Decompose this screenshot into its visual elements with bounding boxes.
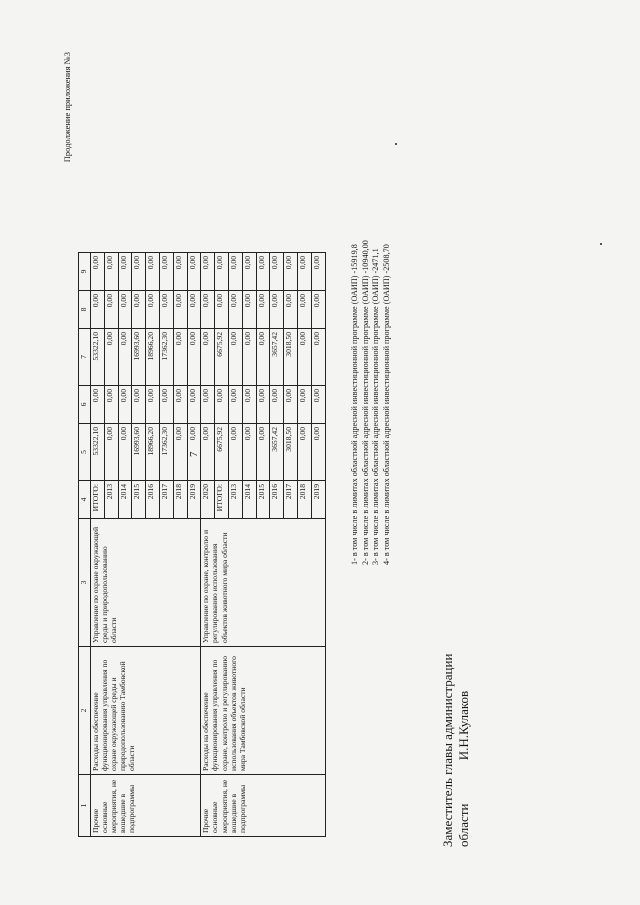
cell: 0,00 <box>228 386 242 424</box>
cell: 0,00 <box>146 291 160 329</box>
cell: 0,00 <box>132 291 146 329</box>
cell: 0,00 <box>118 291 132 329</box>
row-label: 2017 <box>159 481 173 519</box>
cell: 0,00 <box>118 329 132 386</box>
cell: 0,00 <box>256 253 270 291</box>
header-cell: 9 <box>79 253 91 291</box>
row-label: 2016 <box>146 481 160 519</box>
signatory-name: И.Н.Кулаков <box>456 690 471 761</box>
header-cell: 6 <box>79 386 91 424</box>
footnotes <box>350 240 392 565</box>
signature-title: Заместитель главы администрации <box>440 653 455 847</box>
cell: 53322,10 <box>91 424 105 481</box>
group-1-col2: Расходы на обеспечение функционирования управления по охране окружающей среды и природопользованию Тамбовской области <box>91 647 201 775</box>
cell: 0,00 <box>104 424 118 481</box>
cell: 6675,92 <box>215 329 229 386</box>
cell: 0,00 <box>311 291 325 329</box>
cell: 0,00 <box>297 291 311 329</box>
cell: 0,00 <box>242 253 256 291</box>
group-1-col1: Прочие основные мероприятия, не вошедшие в подпрограммы <box>91 775 201 837</box>
group-2-col3: Управление по охране, контролю и регулированию использования объектов животного мира области <box>201 519 325 647</box>
row-label: 2016 <box>270 481 284 519</box>
cell: 0,00 <box>242 424 256 481</box>
page-number: 7 <box>188 451 200 457</box>
cell: 0,00 <box>187 386 201 424</box>
cell: 0,00 <box>201 291 215 329</box>
cell: 0,00 <box>173 424 187 481</box>
cell: 0,00 <box>104 329 118 386</box>
table-row <box>91 253 105 837</box>
cell: 0,00 <box>311 329 325 386</box>
cell: 0,00 <box>256 291 270 329</box>
cell: 0,00 <box>187 253 201 291</box>
cell: 16993,60 <box>132 329 146 386</box>
cell: 18966,20 <box>146 424 160 481</box>
cell: 0,00 <box>311 424 325 481</box>
group-2-col2: Расходы на обеспечение функционирования управления по охране, контролю и регулированию использования объектов животного мира Тамбовской области <box>201 647 325 775</box>
cell: 0,00 <box>173 291 187 329</box>
cell: 0,00 <box>159 253 173 291</box>
cell: 0,00 <box>284 291 298 329</box>
cell: 0,00 <box>270 386 284 424</box>
header-cell: 3 <box>79 519 91 647</box>
row-label: 2014 <box>242 481 256 519</box>
cell: 0,00 <box>201 329 215 386</box>
cell: 0,00 <box>215 386 229 424</box>
cell: 3657,42 <box>270 424 284 481</box>
cell: 0,00 <box>146 253 160 291</box>
row-label: 2015 <box>132 481 146 519</box>
cell: 0,00 <box>132 253 146 291</box>
cell: 3018,50 <box>284 329 298 386</box>
cell: 0,00 <box>104 253 118 291</box>
cell: 3657,42 <box>270 329 284 386</box>
cell: 3018,50 <box>284 424 298 481</box>
cell: 0,00 <box>159 386 173 424</box>
row-label: 2018 <box>173 481 187 519</box>
cell: 0,00 <box>173 386 187 424</box>
cell: 0,00 <box>256 329 270 386</box>
signature-title-cont: области <box>456 803 471 847</box>
cell: 17362,30 <box>159 329 173 386</box>
group-1-col3: Управление по охране окружающей среды и природопользованию области <box>91 519 201 647</box>
header-cell: 8 <box>79 291 91 329</box>
row-label: 2014 <box>118 481 132 519</box>
continuation-note: Продолжение приложения №3 <box>62 52 72 163</box>
cell: 16993,60 <box>132 424 146 481</box>
cell: 0,00 <box>91 291 105 329</box>
row-label: 2013 <box>104 481 118 519</box>
cell: 0,00 <box>228 253 242 291</box>
cell: 0,00 <box>284 253 298 291</box>
footnote: 3- в том числе в лимитах областной адресной инвестиционной программе (ОАИП) -2471,1 <box>371 248 381 565</box>
cell: 0,00 <box>187 291 201 329</box>
cell: 0,00 <box>297 386 311 424</box>
cell: 0,00 <box>228 329 242 386</box>
cell: 0,00 <box>256 424 270 481</box>
cell: 0,00 <box>187 329 201 386</box>
cell: 0,00 <box>201 386 215 424</box>
cell: 0,00 <box>297 329 311 386</box>
cell: 0,00 <box>242 386 256 424</box>
row-label: 2019 <box>187 481 201 519</box>
cell: 0,00 <box>201 424 215 481</box>
cell: 0,00 <box>159 291 173 329</box>
cell: 0,00 <box>311 386 325 424</box>
header-cell: 4 <box>79 481 91 519</box>
cell: 17362,30 <box>159 424 173 481</box>
footnote: 2- в том числе в лимитах областной адресной инвестиционной программе (ОАИП) -10940,00 <box>360 240 370 565</box>
cell: 0,00 <box>242 291 256 329</box>
cell: 0,00 <box>104 291 118 329</box>
cell: 0,00 <box>173 329 187 386</box>
cell: 0,00 <box>228 424 242 481</box>
footnote: 4- в том числе в лимитах областной адресной инвестиционной программе (ОАИП) -2508,70 <box>381 244 391 565</box>
cell: 0,00 <box>146 386 160 424</box>
row-label: 2018 <box>297 481 311 519</box>
signature-block <box>440 654 472 847</box>
cell: 0,00 <box>173 253 187 291</box>
cell: 0,00 <box>215 253 229 291</box>
cell: 0,00 <box>187 424 201 481</box>
table-row <box>201 253 215 837</box>
cell: 0,00 <box>284 386 298 424</box>
cell: 6675,92 <box>215 424 229 481</box>
header-cell: 2 <box>79 647 91 775</box>
cell: 0,00 <box>118 424 132 481</box>
header-cell: 7 <box>79 329 91 386</box>
footnote: 1- в том числе в лимитах областной адресной инвестиционной программе (ОАИП) -15919,8 <box>350 244 359 565</box>
row-label: ИТОГО: <box>215 481 229 519</box>
row-label: 2020 <box>201 481 215 519</box>
cell: 0,00 <box>118 253 132 291</box>
table-header-row <box>79 253 91 837</box>
cell: 0,00 <box>91 386 105 424</box>
row-label: 2019 <box>311 481 325 519</box>
cell: 0,00 <box>201 253 215 291</box>
group-2-col1: Прочие основные мероприятия, не вошедшие в подпрограммы <box>201 775 325 837</box>
cell: 0,00 <box>297 253 311 291</box>
header-cell: 5 <box>79 424 91 481</box>
row-label: 2015 <box>256 481 270 519</box>
cell: 0,00 <box>132 386 146 424</box>
cell: 0,00 <box>91 253 105 291</box>
cell: 0,00 <box>215 291 229 329</box>
cell: 0,00 <box>297 424 311 481</box>
cell: 0,00 <box>228 291 242 329</box>
cell: 0,00 <box>311 253 325 291</box>
cell: 0,00 <box>256 386 270 424</box>
cell: 0,00 <box>104 386 118 424</box>
scan-speck <box>395 143 397 145</box>
cell: 53322,10 <box>91 329 105 386</box>
row-label: 2017 <box>284 481 298 519</box>
row-label: 2013 <box>228 481 242 519</box>
header-cell: 1 <box>79 775 91 837</box>
budget-table <box>78 252 326 837</box>
scan-speck <box>600 243 602 245</box>
cell: 18966,20 <box>146 329 160 386</box>
row-label: ИТОГО: <box>91 481 105 519</box>
cell: 0,00 <box>270 291 284 329</box>
cell: 0,00 <box>118 386 132 424</box>
cell: 0,00 <box>242 329 256 386</box>
cell: 0,00 <box>270 253 284 291</box>
